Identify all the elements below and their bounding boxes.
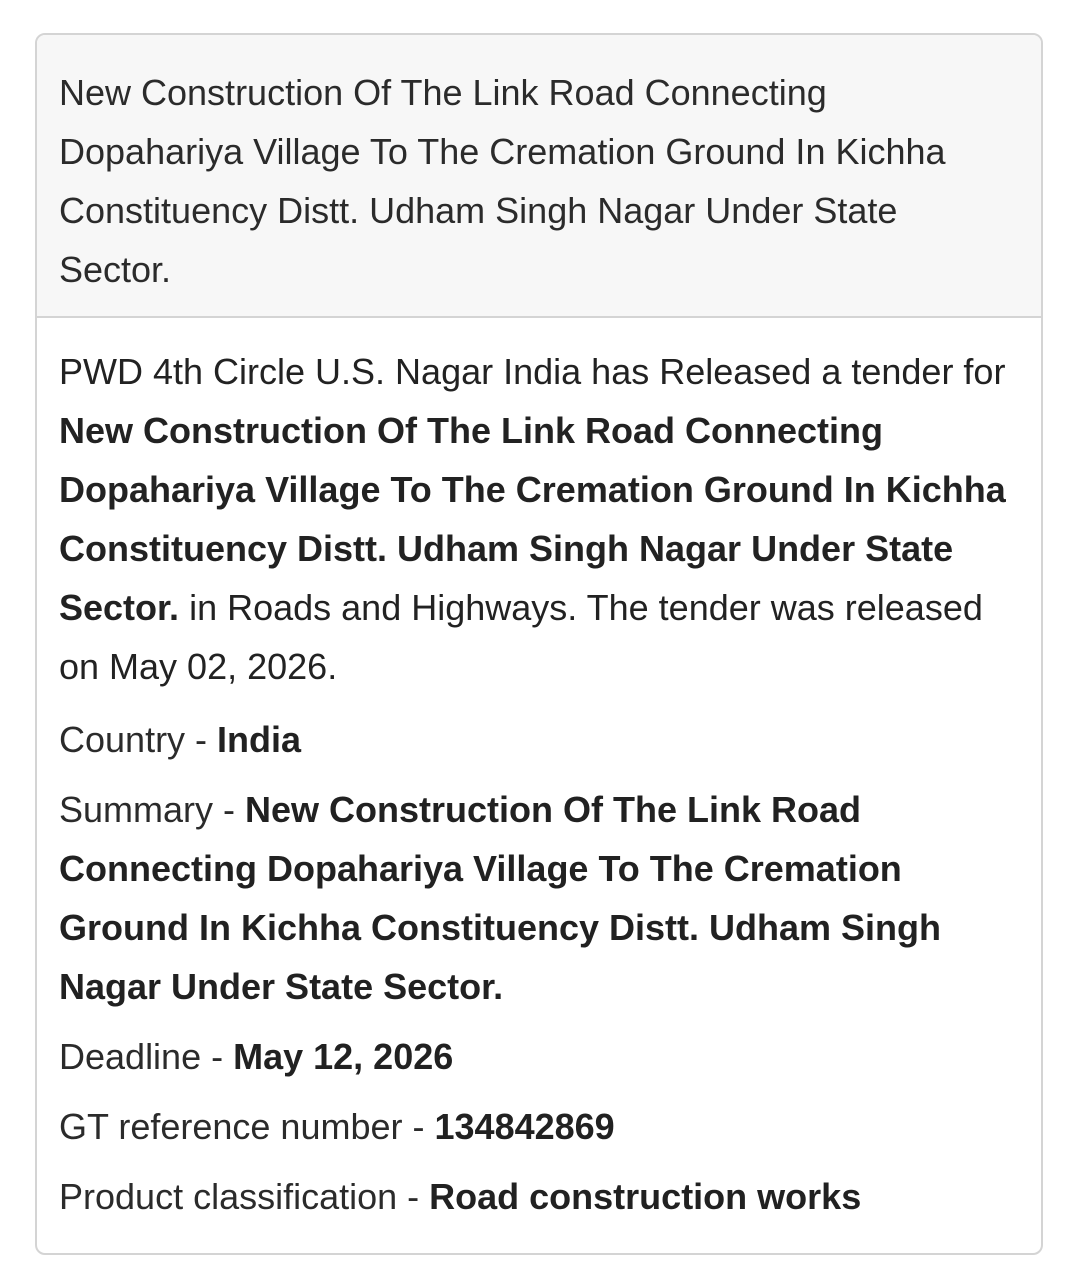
tender-card [35, 33, 1043, 1255]
field-label: Product classification - [59, 1176, 430, 1217]
field-label: Deadline - [59, 1036, 234, 1077]
tender-details [37, 318, 1041, 1226]
tender-title: New Construction Of The Link Road Connecting Dopahariya Village To The Cremation Ground In Kichha Constituency Distt. Udham Singh Nagar Under State Sector. [59, 72, 946, 290]
tender-description [59, 342, 1019, 696]
tender-title-header [37, 35, 1041, 318]
field-label: Summary - [59, 789, 246, 830]
field-deadline [59, 1027, 1019, 1086]
description-title: New Construction Of The Link Road Connecting Dopahariya Village To The Cremation Ground In Kichha Constituency Distt. Udham Singh Nagar Under State Sector. [59, 410, 1006, 628]
field-label: Country - [59, 719, 218, 760]
field-label: GT reference number - [59, 1106, 435, 1147]
field-value: May 12, 2026 [233, 1036, 454, 1077]
description-suffix: in Roads and Highways. The tender was released on May 02, 2026. [59, 587, 983, 687]
field-value: India [217, 719, 302, 760]
field-value: New Construction Of The Link Road Connecting Dopahariya Village To The Cremation Ground In Kichha Constituency Distt. Udham Singh Nagar Under State Sector. [59, 789, 942, 1007]
field-gt-reference-number [59, 1097, 1019, 1156]
field-value: Road construction works [429, 1176, 862, 1217]
field-value: 134842869 [434, 1106, 615, 1147]
field-product-classification [59, 1167, 1019, 1226]
field-summary [59, 780, 1019, 1016]
description-prefix: PWD 4th Circle U.S. Nagar India has Released a tender for [59, 351, 1006, 392]
field-country [59, 710, 1019, 769]
